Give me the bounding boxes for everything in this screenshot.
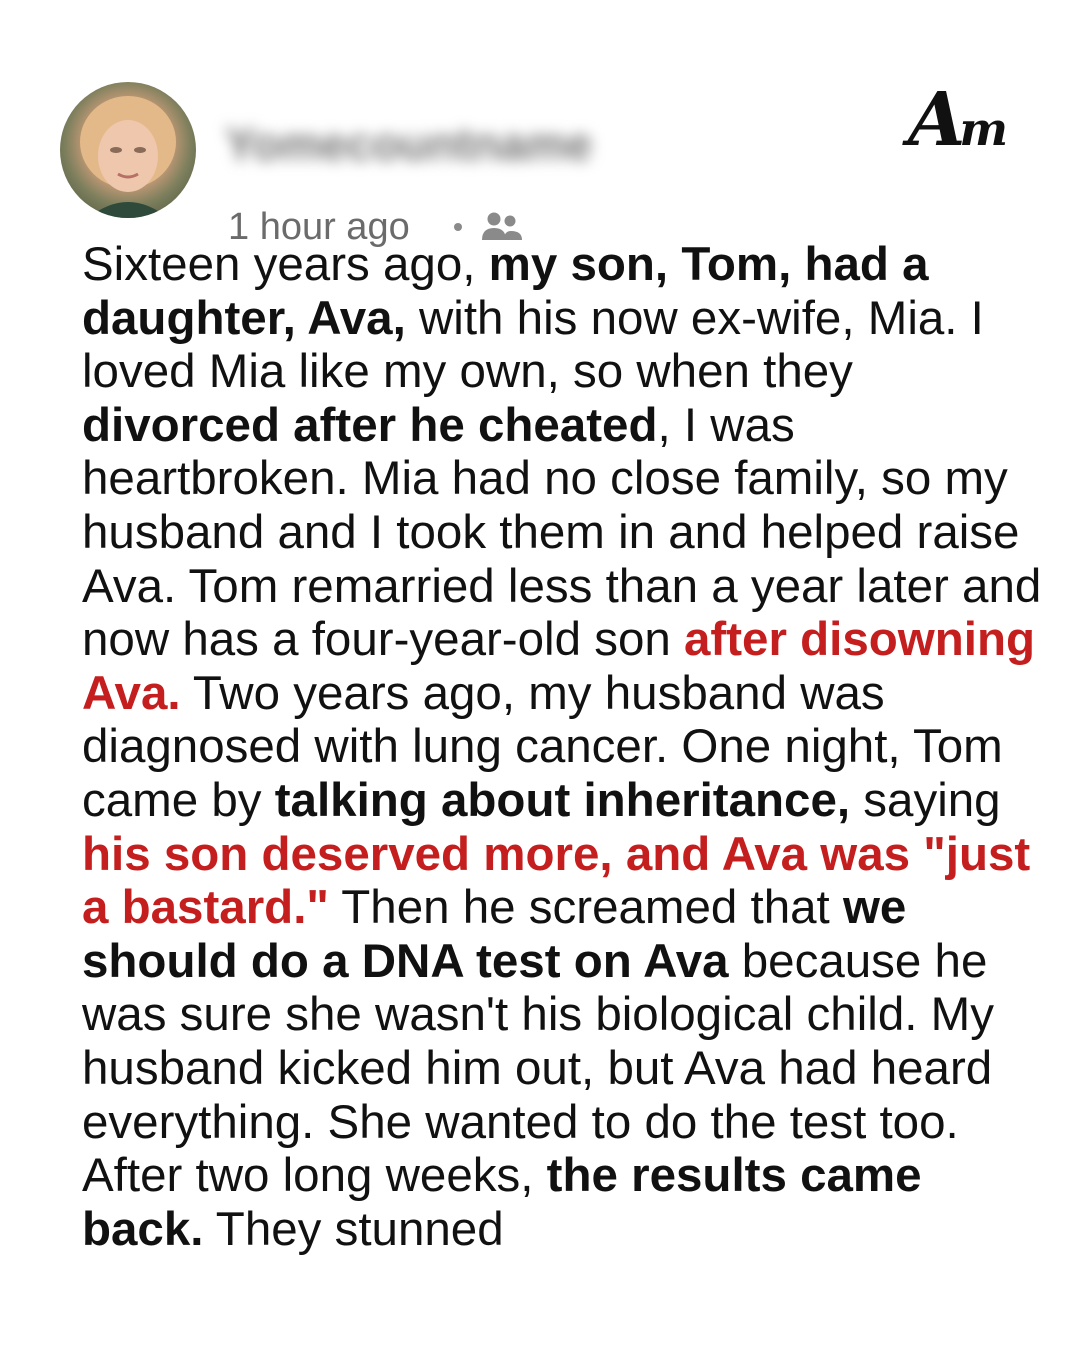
separator-dot — [454, 223, 462, 231]
story-segment: because he was sure she wasn't his biological child. My husband kicked him out, but Ava had heard everything. She wanted to do the test too. After two long weeks, — [82, 934, 994, 1203]
story-segment: Two years ago, my husband was diagnosed with lung cancer. One night, Tom came by — [82, 666, 1003, 827]
story-text — [82, 238, 1042, 1256]
story-segment: , I was heartbroken. Mia had no close family, so my husband and I took them in and helped raise Ava. Tom remarried less than a year later and now has a four-year-old son — [82, 398, 1042, 667]
story-segment: saying — [850, 773, 1001, 827]
post-header — [0, 0, 1080, 250]
story-bold-segment: we should do a DNA test on Ava — [82, 881, 907, 988]
brand-logo: Am — [908, 77, 1007, 163]
avatar-photo — [60, 82, 196, 218]
story-bold-segment: the results came back. — [82, 1149, 922, 1256]
story-bold-segment: divorced after he cheated — [82, 398, 658, 452]
story-segment: with his now ex-wife, Mia. I loved Mia like my own, so when they — [82, 291, 984, 399]
story-bold-segment: talking about inheritance, — [274, 773, 851, 827]
story-segment: They stunned — [203, 1202, 504, 1256]
story-segment: Sixteen years ago, — [82, 238, 489, 291]
story-red-segment: after disowning Ava. — [82, 613, 1035, 720]
story-bold-segment: my son, Tom, had a daughter, Ava, — [82, 238, 929, 345]
avatar[interactable] — [60, 82, 196, 218]
story-red-segment: his son deserved more, and Ava was "just a bastard." — [82, 827, 1031, 935]
author-name[interactable]: Yomecountname — [225, 124, 593, 164]
post-time[interactable]: 1 hour ago — [228, 205, 410, 248]
story-segment: Then he screamed that — [328, 881, 843, 935]
